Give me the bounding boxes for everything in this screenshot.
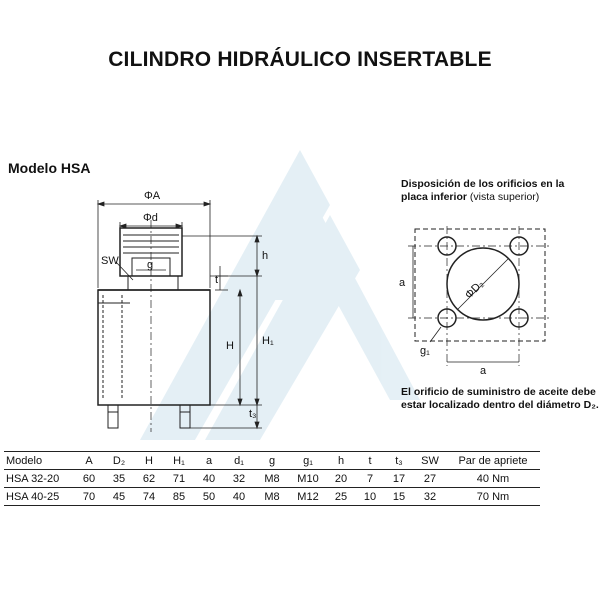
table-cell: M8: [254, 488, 290, 506]
hole-pattern-caption: [401, 178, 591, 204]
table-header-row: [4, 452, 540, 470]
table-cell: 7: [356, 470, 384, 488]
label-a-bottom: a: [480, 365, 487, 377]
header-cell: D₂: [104, 452, 134, 470]
table-cell: 17: [384, 470, 414, 488]
header-cell: H: [134, 452, 164, 470]
hole-pattern-caption-light: (vista superior): [466, 191, 540, 203]
label-H1: H₁: [262, 335, 274, 347]
header-cell: a: [194, 452, 224, 470]
header-cell: t: [356, 452, 384, 470]
table-cell: M8: [254, 470, 290, 488]
page-title: CILINDRO HIDRÁULICO INSERTABLE: [108, 48, 492, 71]
label-phid: Φd: [143, 212, 158, 224]
header-cell: H₁: [164, 452, 194, 470]
table-cell: 50: [194, 488, 224, 506]
header-cell: h: [326, 452, 356, 470]
table-cell: HSA 32-20: [4, 470, 74, 488]
table-cell: 20: [326, 470, 356, 488]
model-heading: Modelo HSA: [8, 160, 91, 176]
table-cell: M10: [290, 470, 326, 488]
label-t: t: [215, 274, 219, 286]
table-cell: 74: [134, 488, 164, 506]
table-cell: 32: [414, 488, 446, 506]
table-cell: 71: [164, 470, 194, 488]
table-cell: 70 Nm: [446, 488, 540, 506]
table-cell: 40 Nm: [446, 470, 540, 488]
header-cell: d₁: [224, 452, 254, 470]
table-cell: 45: [104, 488, 134, 506]
table-cell: 40: [194, 470, 224, 488]
table-cell: 10: [356, 488, 384, 506]
header-cell: A: [74, 452, 104, 470]
table-cell: HSA 40-25: [4, 488, 74, 506]
table-cell: 70: [74, 488, 104, 506]
header-cell: g: [254, 452, 290, 470]
label-phiD2: ΦD₂: [462, 277, 487, 302]
table-cell: 27: [414, 470, 446, 488]
table-cell: 35: [104, 470, 134, 488]
watermark-logo: [140, 150, 420, 440]
header-cell: g₁: [290, 452, 326, 470]
supply-note: El orificio de suministro de aceite debe estar localizado dentro del diámetro D₂.: [401, 386, 599, 411]
header-cell: Par de apriete: [446, 452, 540, 470]
label-H: H: [226, 340, 234, 352]
label-t3: t₃: [249, 408, 257, 420]
table-cell: M12: [290, 488, 326, 506]
table-cell: 15: [384, 488, 414, 506]
table-cell: 25: [326, 488, 356, 506]
label-phiA: ΦA: [144, 190, 161, 202]
table-row: [4, 488, 540, 506]
table-cell: 60: [74, 470, 104, 488]
label-h: h: [262, 250, 269, 262]
table-cell: 85: [164, 488, 194, 506]
label-a-left: a: [399, 277, 406, 289]
spec-table: [4, 451, 540, 506]
header-cell: SW: [414, 452, 446, 470]
table-row: [4, 470, 540, 488]
label-SW: SW: [101, 255, 119, 267]
hole-pattern-caption-bold: Disposición de los orificios en la placa inferior: [401, 178, 565, 203]
label-g: g: [147, 259, 154, 271]
table-cell: 40: [224, 488, 254, 506]
label-g1: g₁: [420, 345, 430, 357]
header-cell: t₃: [384, 452, 414, 470]
header-cell: Modelo: [4, 452, 74, 470]
table-cell: 62: [134, 470, 164, 488]
table-cell: 32: [224, 470, 254, 488]
